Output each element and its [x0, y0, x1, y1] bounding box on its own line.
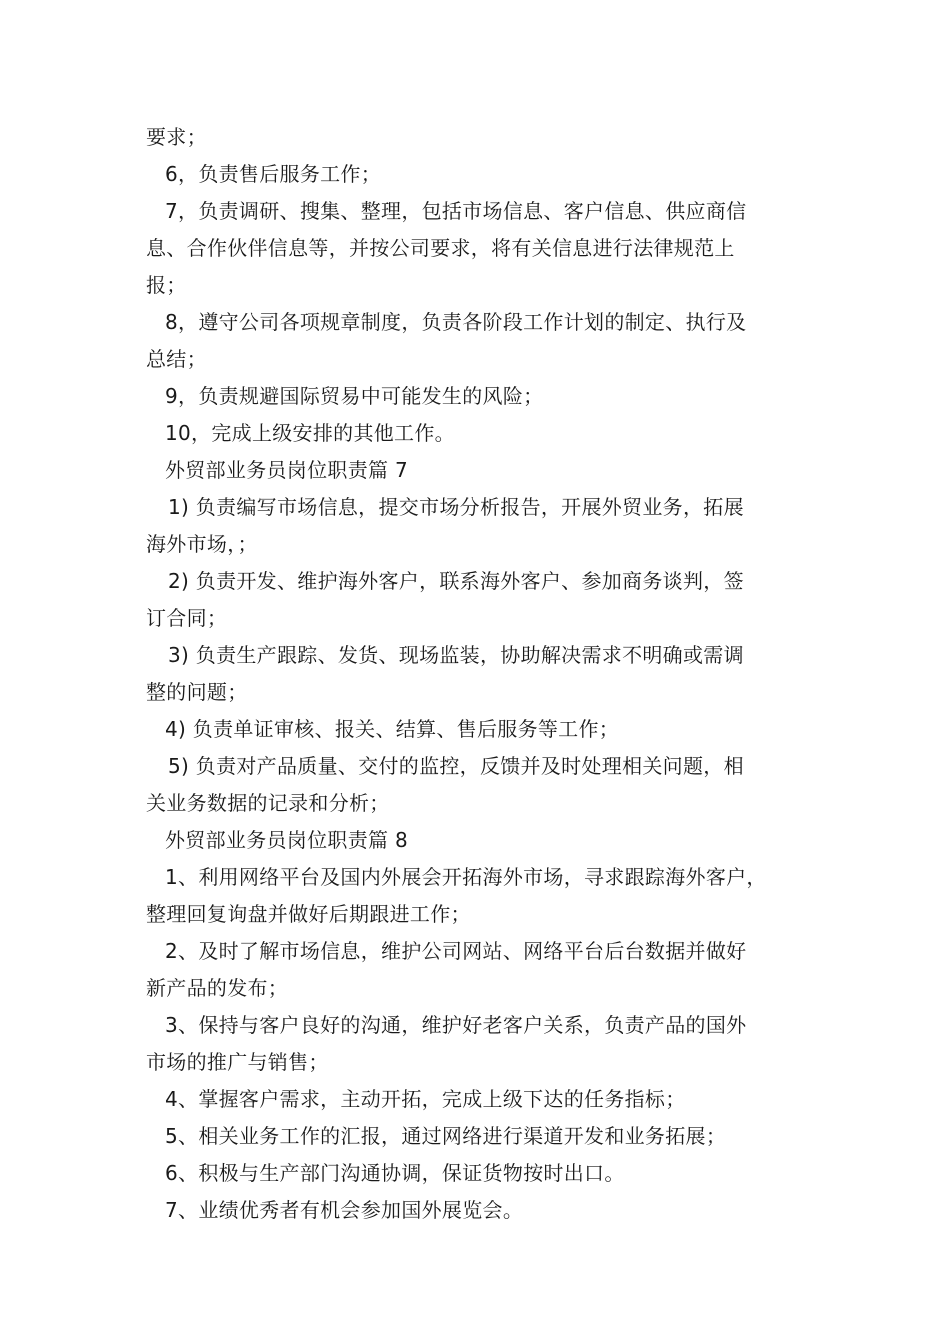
list-item: 4) 负责单证审核、报关、结算、售后服务等工作；	[165, 717, 620, 741]
list-item: 7，负责调研、搜集、整理，包括市场信息、客户信息、供应商信	[165, 199, 747, 223]
document-body	[146, 119, 814, 1229]
text-line: 报；	[146, 273, 187, 297]
list-item: 4、掌握客户需求，主动开拓，完成上级下达的任务指标；	[165, 1087, 686, 1111]
list-item: 6，负责售后服务工作；	[165, 162, 382, 186]
list-item: 5、相关业务工作的汇报，通过网络进行渠道开发和业务拓展；	[165, 1124, 727, 1148]
text-line: 订合同；	[146, 606, 228, 630]
text-line: 海外市场，；	[146, 532, 258, 556]
text-line: 关业务数据的记录和分析；	[146, 791, 390, 815]
text-line: 息、合作伙伴信息等，并按公司要求，将有关信息进行法律规范上	[146, 236, 735, 260]
text-line: 整理回复询盘并做好后期跟进工作；	[146, 902, 471, 926]
list-item: 1、利用网络平台及国内外展会开拓海外市场，寻求跟踪海外客户，	[165, 865, 767, 889]
text-line: 整的问题；	[146, 680, 248, 704]
text-line: 总结；	[146, 347, 207, 371]
text-line: 市场的推广与销售；	[146, 1050, 329, 1074]
list-item: 3) 负责生产跟踪、发货、现场监装，协助解决需求不明确或需调	[168, 643, 744, 667]
list-item: 8，遵守公司各项规章制度，负责各阶段工作计划的制定、执行及	[165, 310, 747, 334]
section-heading: 外贸部业务员岗位职责篇 7	[165, 458, 408, 482]
list-item: 6、积极与生产部门沟通协调，保证货物按时出口。	[165, 1161, 625, 1185]
list-item: 9，负责规避国际贸易中可能发生的风险；	[165, 384, 544, 408]
section-heading: 外贸部业务员岗位职责篇 8	[165, 828, 408, 852]
list-item: 10，完成上级安排的其他工作。	[165, 421, 455, 445]
list-item: 2) 负责开发、维护海外客户，联系海外客户、参加商务谈判，签	[168, 569, 744, 593]
list-item: 5) 负责对产品质量、交付的监控，反馈并及时处理相关问题，相	[168, 754, 744, 778]
list-item: 2、及时了解市场信息，维护公司网站、网络平台后台数据并做好	[165, 939, 747, 963]
text-line: 要求；	[146, 125, 207, 149]
list-item: 3、保持与客户良好的沟通，维护好老客户关系，负责产品的国外	[165, 1013, 747, 1037]
list-item: 7、业绩优秀者有机会参加国外展览会。	[165, 1198, 524, 1222]
text-line: 新产品的发布；	[146, 976, 289, 1000]
list-item: 1) 负责编写市场信息，提交市场分析报告，开展外贸业务，拓展	[168, 495, 744, 519]
